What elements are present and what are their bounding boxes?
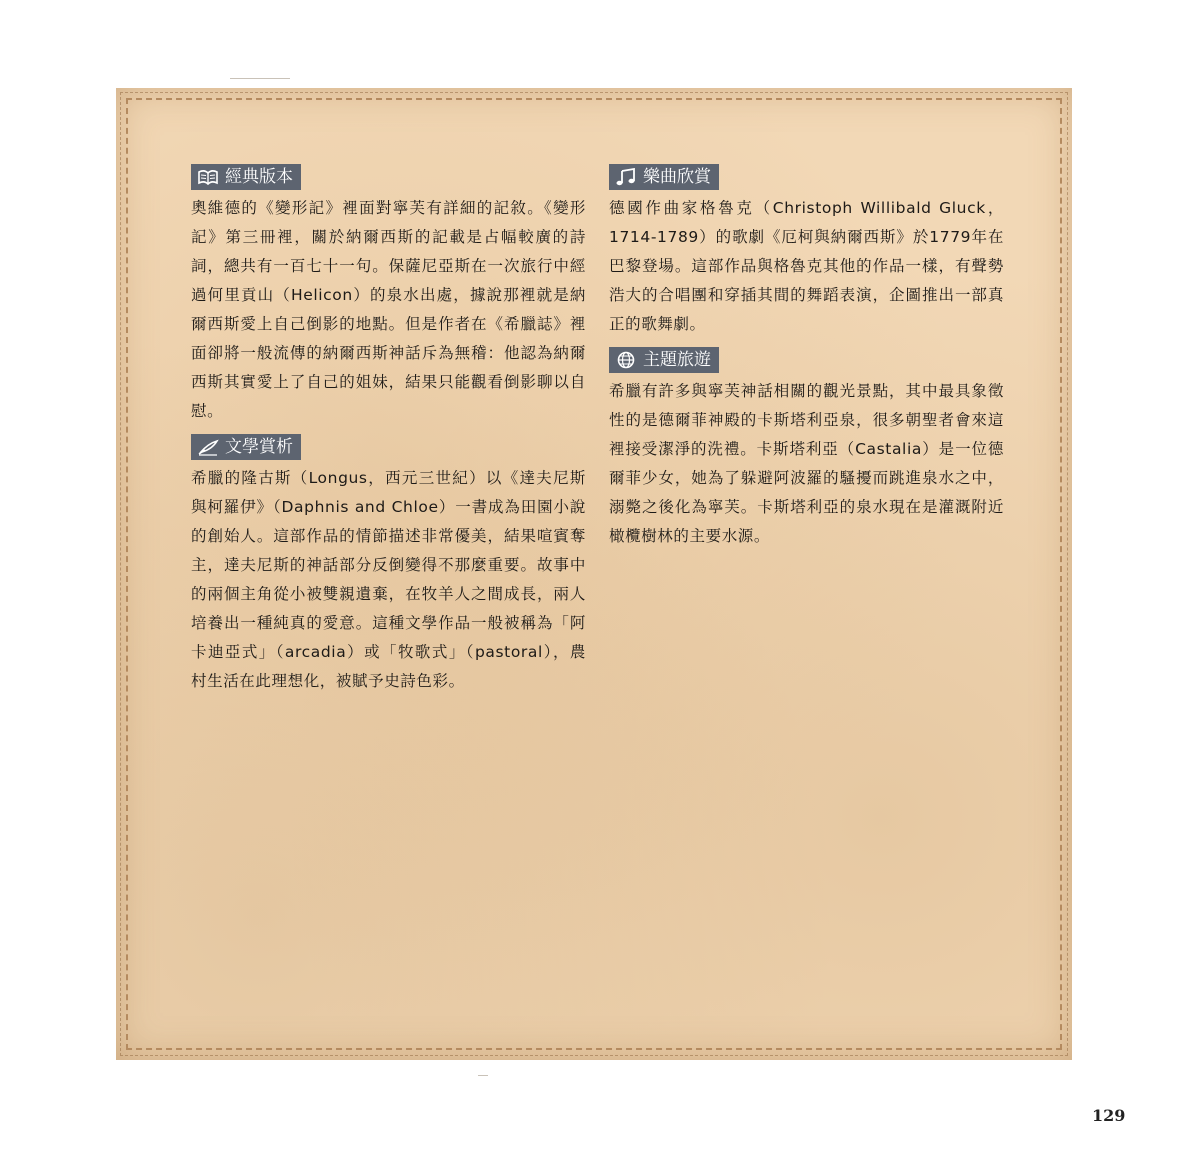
section-classic-versions [191, 164, 586, 426]
scan-mark [478, 1075, 488, 1076]
section-heading [191, 434, 301, 460]
book-icon [197, 168, 219, 186]
quill-icon [197, 438, 219, 456]
page-number: 129 [1092, 1106, 1126, 1125]
globe-icon [615, 351, 637, 369]
section-music-appreciation [609, 164, 1004, 339]
section-body: 希臘的隆古斯（Longus，西元三世紀）以《達夫尼斯與柯羅伊》（Daphnis and Chloe）一書成為田園小說的創始人。這部作品的情節描述非常優美，結果喧賓奪主，達夫尼斯的神話部分反倒變得不那麼重要。故事中的兩個主角從小被雙親遺棄，在牧羊人之間成長，兩人培養出一種純真的愛意。這種文學作品一般被稱為「阿卡迪亞式」（arcadia）或「牧歌式」（pastoral），農村生活在此理想化，被賦予史詩色彩。 [191, 469, 586, 690]
section-heading-text: 主題旅遊 [643, 350, 711, 370]
parchment-card [116, 88, 1072, 1060]
section-heading-text: 樂曲欣賞 [643, 167, 711, 187]
section-heading [609, 347, 719, 373]
section-body: 奧維德的《變形記》裡面對寧芙有詳細的記敘。《變形記》第三冊裡，關於納爾西斯的記載是占幅較廣的詩詞，總共有一百七十一句。保薩尼亞斯在一次旅行中經過何里貢山（Helicon）的泉水出處，據說那裡就是納爾西斯愛上自己倒影的地點。但是作者在《希臘誌》裡面卻將一般流傳的納爾西斯神話斥為無稽：他認為納爾西斯其實愛上了自己的姐妹，結果只能觀看倒影聊以自慰。 [191, 199, 586, 420]
section-body: 德國作曲家格魯克（Christoph Willibald Gluck，1714-1789）的歌劇《厄柯與納爾西斯》於1779年在巴黎登場。這部作品與格魯克其他的作品一樣，有聲勢浩大的合唱團和穿插其間的舞蹈表演，企圖推出一部真正的歌舞劇。 [609, 199, 1004, 333]
scan-mark [230, 78, 290, 79]
section-body: 希臘有許多與寧芙神話相關的觀光景點，其中最具象徵性的是德爾菲神殿的卡斯塔利亞泉，很多朝聖者會來這裡接受潔淨的洗禮。卡斯塔利亞（Castalia）是一位德爾菲少女，她為了躲避阿波羅的騷擾而跳進泉水之中，溺斃之後化為寧芙。卡斯塔利亞的泉水現在是灌溉附近橄欖樹林的主要水源。 [609, 382, 1004, 545]
right-column [609, 164, 1004, 559]
section-literary-appreciation [191, 434, 586, 696]
left-column [191, 164, 586, 704]
section-heading-text: 經典版本 [225, 167, 293, 187]
section-heading [609, 164, 719, 190]
section-heading [191, 164, 301, 190]
section-heading-text: 文學賞析 [225, 437, 293, 457]
section-theme-travel [609, 347, 1004, 551]
music-note-icon [615, 168, 637, 186]
